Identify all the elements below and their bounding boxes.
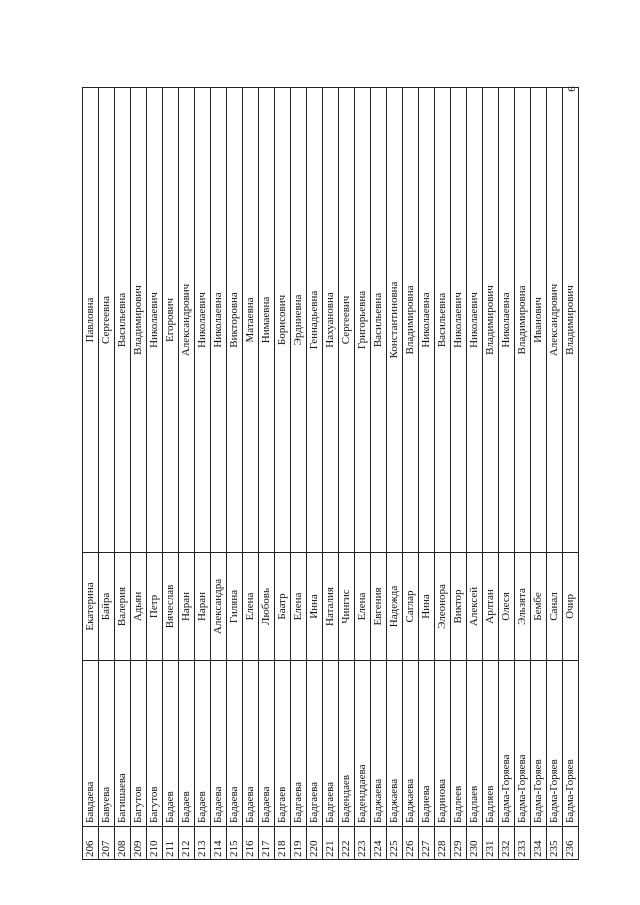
surname-cell: Бадгаев <box>275 660 291 826</box>
table-row <box>531 87 547 859</box>
table-row <box>515 87 531 859</box>
row-number-cell: 220 <box>307 827 323 860</box>
name-cell: Евгения <box>371 552 387 660</box>
table-row <box>243 87 259 859</box>
surname-cell: Бадляев <box>483 660 499 826</box>
surname-cell: Бавуева <box>99 660 115 826</box>
table-row <box>195 87 211 859</box>
row-number-cell: 210 <box>147 827 163 860</box>
surname-cell: Багутов <box>131 660 147 826</box>
table-row <box>387 87 403 859</box>
surname-cell: Багутов <box>147 660 163 826</box>
row-number-cell: 219 <box>291 827 307 860</box>
table-row <box>83 87 99 859</box>
row-number-cell: 211 <box>163 827 179 860</box>
table-row <box>355 87 371 859</box>
table-row <box>403 87 419 859</box>
table-row <box>291 87 307 859</box>
surname-cell: Бадаева <box>211 660 227 826</box>
surname-cell: Бадма-Горяев <box>531 660 547 826</box>
patronymic-cell: Владимировна <box>403 87 419 552</box>
row-number-cell: 231 <box>483 827 499 860</box>
name-cell: Адьян <box>131 552 147 660</box>
patronymic-cell: Владимировна <box>515 87 531 552</box>
surname-cell: Бадма-Горяев <box>547 660 563 826</box>
name-cell: Эльзята <box>515 552 531 660</box>
page-number: 9 <box>564 86 577 92</box>
table-row <box>419 87 435 859</box>
patronymic-cell: Николаевна <box>419 87 435 552</box>
name-cell: Надежда <box>387 552 403 660</box>
row-number-cell: 218 <box>275 827 291 860</box>
surname-cell: Бадгаева <box>307 660 323 826</box>
row-number-cell: 226 <box>403 827 419 860</box>
patronymic-cell: Матаевна <box>243 87 259 552</box>
name-cell: Вячеслав <box>163 552 179 660</box>
name-cell: Наталия <box>323 552 339 660</box>
surname-cell: Баденддаева <box>355 660 371 826</box>
row-number-cell: 222 <box>339 827 355 860</box>
patronymic-cell: Павловна <box>83 87 99 552</box>
table-row <box>131 87 147 859</box>
patronymic-cell: Николаевич <box>195 87 211 552</box>
name-cell: Олеся <box>499 552 515 660</box>
patronymic-cell: Владимирович <box>563 87 579 552</box>
surname-cell: Бадма-Горяев <box>563 660 579 826</box>
patronymic-cell: Николаевич <box>147 87 163 552</box>
name-cell: Баатр <box>275 552 291 660</box>
rotated-table-wrapper <box>82 88 576 860</box>
name-cell: Екатерина <box>83 552 99 660</box>
table-row <box>259 87 275 859</box>
surname-cell: Баджаева <box>387 660 403 826</box>
table-row <box>435 87 451 859</box>
patronymic-cell: Владимирович <box>131 87 147 552</box>
name-cell: Арлтан <box>483 552 499 660</box>
row-number-cell: 214 <box>211 827 227 860</box>
row-number-cell: 229 <box>451 827 467 860</box>
surname-cell: Бадгаева <box>323 660 339 826</box>
surname-cell: Бавдаева <box>83 660 99 826</box>
table-row <box>483 87 499 859</box>
name-cell: Элеонора <box>435 552 451 660</box>
surname-cell: Бадинова <box>435 660 451 826</box>
surname-cell: Бадаева <box>259 660 275 826</box>
table-row <box>563 87 579 859</box>
row-number-cell: 227 <box>419 827 435 860</box>
patronymic-cell: Егорович <box>163 87 179 552</box>
row-number-cell: 225 <box>387 827 403 860</box>
name-cell: Елена <box>291 552 307 660</box>
patronymic-cell: Иванович <box>531 87 547 552</box>
table-row <box>467 87 483 859</box>
name-cell: Байра <box>99 552 115 660</box>
roster-table-body <box>83 87 579 859</box>
row-number-cell: 212 <box>179 827 195 860</box>
row-number-cell: 224 <box>371 827 387 860</box>
row-number-cell: 208 <box>115 827 131 860</box>
roster-table-container <box>82 88 576 860</box>
patronymic-cell: Васильевна <box>435 87 451 552</box>
surname-cell: Бадендаев <box>339 660 355 826</box>
table-row <box>339 87 355 859</box>
table-row <box>547 87 563 859</box>
surname-cell: Бадаева <box>243 660 259 826</box>
name-cell: Виктор <box>451 552 467 660</box>
name-cell: Алексей <box>467 552 483 660</box>
row-number-cell: 207 <box>99 827 115 860</box>
patronymic-cell: Геннадьевна <box>307 87 323 552</box>
row-number-cell: 215 <box>227 827 243 860</box>
name-cell: Валерия <box>115 552 131 660</box>
patronymic-cell: Николаевна <box>499 87 515 552</box>
table-row <box>499 87 515 859</box>
patronymic-cell: Эрдниевна <box>291 87 307 552</box>
table-row <box>147 87 163 859</box>
row-number-cell: 232 <box>499 827 515 860</box>
name-cell: Нина <box>419 552 435 660</box>
surname-cell: Баджаева <box>403 660 419 826</box>
patronymic-cell: Васильевна <box>115 87 131 552</box>
surname-cell: Бадаева <box>227 660 243 826</box>
patronymic-cell: Нахуановна <box>323 87 339 552</box>
row-number-cell: 223 <box>355 827 371 860</box>
name-cell: Саглар <box>403 552 419 660</box>
name-cell: Елена <box>243 552 259 660</box>
patronymic-cell: Сергеевна <box>99 87 115 552</box>
name-cell: Елена <box>355 552 371 660</box>
surname-cell: Бадаев <box>195 660 211 826</box>
row-number-cell: 228 <box>435 827 451 860</box>
name-cell: Наран <box>195 552 211 660</box>
row-number-cell: 213 <box>195 827 211 860</box>
surname-cell: Бадлеев <box>451 660 467 826</box>
name-cell: Наран <box>179 552 195 660</box>
table-row <box>451 87 467 859</box>
surname-cell: Бадгаева <box>291 660 307 826</box>
name-cell: Санал <box>547 552 563 660</box>
table-row <box>179 87 195 859</box>
row-number-cell: 230 <box>467 827 483 860</box>
name-cell: Инна <box>307 552 323 660</box>
name-cell: Гиляна <box>227 552 243 660</box>
row-number-cell: 216 <box>243 827 259 860</box>
patronymic-cell: Николаевна <box>211 87 227 552</box>
patronymic-cell: Викторовна <box>227 87 243 552</box>
name-cell: Любовь <box>259 552 275 660</box>
surname-cell: Бадлаев <box>467 660 483 826</box>
row-number-cell: 234 <box>531 827 547 860</box>
row-number-cell: 236 <box>563 827 579 860</box>
patronymic-cell: Николаевич <box>451 87 467 552</box>
row-number-cell: 233 <box>515 827 531 860</box>
row-number-cell: 206 <box>83 827 99 860</box>
surname-cell: Бадма-Горяева <box>515 660 531 826</box>
patronymic-cell: Владимирович <box>483 87 499 552</box>
roster-table <box>82 87 579 860</box>
table-row <box>307 87 323 859</box>
row-number-cell: 221 <box>323 827 339 860</box>
table-row <box>99 87 115 859</box>
name-cell: Очир <box>563 552 579 660</box>
surname-cell: Бадма-Горяева <box>499 660 515 826</box>
name-cell: Бембе <box>531 552 547 660</box>
name-cell: Петр <box>147 552 163 660</box>
table-row <box>371 87 387 859</box>
table-row <box>211 87 227 859</box>
table-row <box>227 87 243 859</box>
patronymic-cell: Сергеевич <box>339 87 355 552</box>
row-number-cell: 209 <box>131 827 147 860</box>
row-number-cell: 217 <box>259 827 275 860</box>
name-cell: Чингис <box>339 552 355 660</box>
surname-cell: Баджаева <box>371 660 387 826</box>
table-row <box>163 87 179 859</box>
patronymic-cell: Борисович <box>275 87 291 552</box>
surname-cell: Бадаев <box>163 660 179 826</box>
surname-cell: Багишаева <box>115 660 131 826</box>
patronymic-cell: Григорьевна <box>355 87 371 552</box>
patronymic-cell: Александрович <box>547 87 563 552</box>
surname-cell: Бадаев <box>179 660 195 826</box>
patronymic-cell: Александрович <box>179 87 195 552</box>
table-row <box>275 87 291 859</box>
row-number-cell: 235 <box>547 827 563 860</box>
patronymic-cell: Васильевна <box>371 87 387 552</box>
table-row <box>115 87 131 859</box>
surname-cell: Бадиева <box>419 660 435 826</box>
patronymic-cell: Николаевич <box>467 87 483 552</box>
patronymic-cell: Константиновна <box>387 87 403 552</box>
name-cell: Александра <box>211 552 227 660</box>
patronymic-cell: Нимаевна <box>259 87 275 552</box>
table-row <box>323 87 339 859</box>
